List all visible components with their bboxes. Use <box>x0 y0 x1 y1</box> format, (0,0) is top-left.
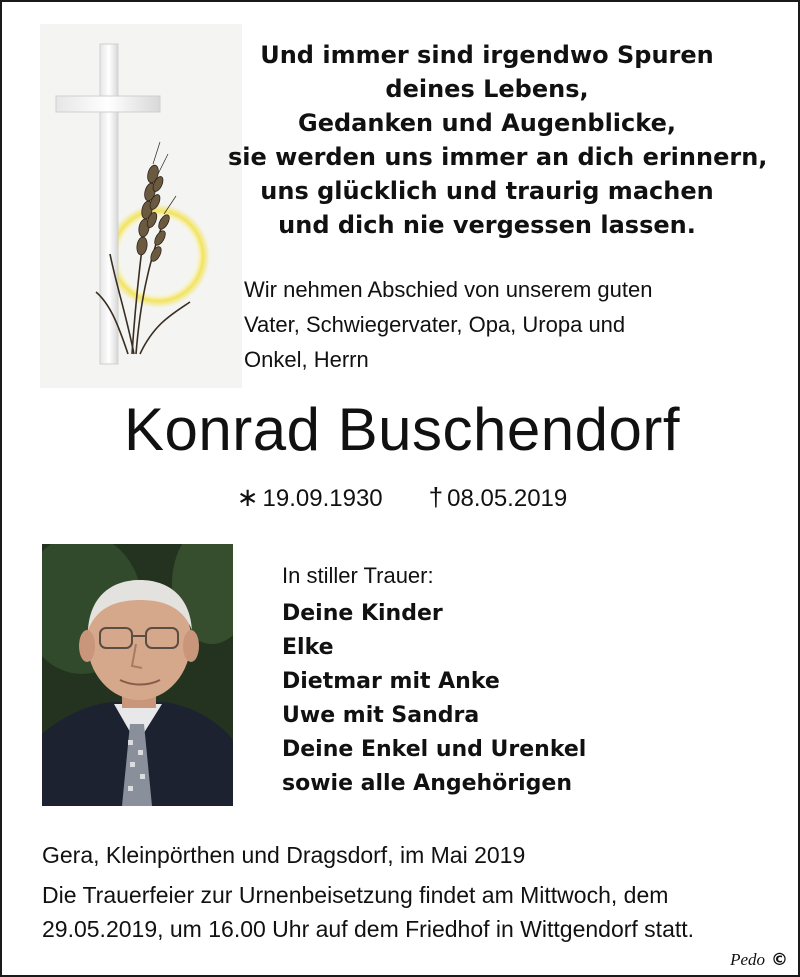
poem-line: deines Lebens, <box>385 75 589 103</box>
publisher-credit <box>730 949 788 971</box>
mourning-label: In stiller Trauer: <box>282 563 434 588</box>
mourner-item: Deine Enkel und Urenkel <box>282 737 587 762</box>
death-date: 08.05.2019 <box>447 485 568 512</box>
cross-with-wheat-and-sun-icon <box>40 24 242 388</box>
poem-line: und dich nie vergessen lassen. <box>278 211 696 239</box>
copyright-icon: © <box>771 950 788 970</box>
mourner-item: Uwe mit Sandra <box>282 703 480 728</box>
birth-star-icon: ∗ <box>236 482 259 512</box>
mourner-item: Dietmar mit Anke <box>282 669 500 694</box>
life-dates <box>2 480 800 516</box>
mourner-item: sowie alle Angehörigen <box>282 771 573 796</box>
place-and-date: Gera, Kleinpörthen und Dragsdorf, im Mai 2019 <box>42 842 526 868</box>
intro-line: Onkel, Herrn <box>244 347 369 372</box>
publisher-signature: Pedo <box>730 950 765 969</box>
service-info <box>42 878 782 946</box>
mourners-list <box>282 597 586 801</box>
mourner-item: Deine Kinder <box>282 601 443 626</box>
poem-line: Gedanken und Augenblicke, <box>298 109 676 137</box>
farewell-intro <box>244 272 764 377</box>
deceased-name: Konrad Buschendorf <box>123 396 681 463</box>
death-cross-icon: † <box>428 482 444 512</box>
intro-line: Vater, Schwiegervater, Opa, Uropa und <box>244 312 626 337</box>
portrait-photo <box>42 544 233 806</box>
poem <box>228 38 768 242</box>
poem-line: Und immer sind irgendwo Spuren <box>260 41 714 69</box>
poem-line: sie werden uns immer an dich erinnern, <box>228 143 768 171</box>
birth-date: 19.09.1930 <box>262 485 383 512</box>
intro-line: Wir nehmen Abschied von unserem guten <box>244 277 653 302</box>
service-line: Die Trauerfeier zur Urnenbeisetzung findet am Mittwoch, dem <box>42 882 669 908</box>
service-line: 29.05.2019, um 16.00 Uhr auf dem Friedhof in Wittgendorf statt. <box>42 916 695 942</box>
mourner-item: Elke <box>282 635 334 660</box>
poem-line: uns glücklich und traurig machen <box>260 177 714 205</box>
